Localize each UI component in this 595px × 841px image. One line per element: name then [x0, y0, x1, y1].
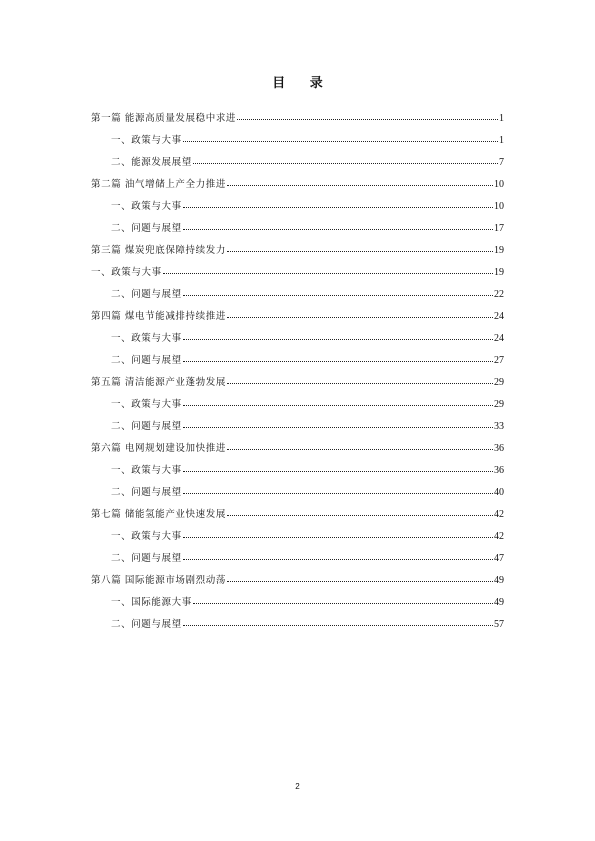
toc-entry-page: 10	[494, 179, 504, 190]
page-number: 2	[295, 782, 300, 791]
toc-dot-leader	[237, 119, 498, 120]
toc-chapter-entry[interactable]	[91, 240, 504, 262]
toc-entry-page: 33	[494, 421, 504, 432]
toc-chapter-entry[interactable]	[91, 174, 504, 196]
toc-section-entry[interactable]	[91, 218, 504, 240]
toc-section-entry[interactable]	[91, 284, 504, 306]
toc-dot-leader	[227, 515, 493, 516]
toc-entry-label: 一、政策与大事	[111, 201, 182, 212]
toc-chapter-entry[interactable]	[91, 570, 504, 592]
toc-section-entry[interactable]	[91, 482, 504, 504]
toc-dot-leader	[193, 603, 493, 604]
toc-entry-page: 19	[494, 267, 504, 278]
toc-entry-label: 一、政策与大事	[111, 465, 182, 476]
toc-entry-label: 一、政策与大事	[111, 333, 182, 344]
toc-section-entry[interactable]	[91, 548, 504, 570]
toc-entry-label: 二、问题与展望	[111, 223, 182, 234]
toc-dot-leader	[183, 427, 493, 428]
toc-entry-page: 47	[494, 553, 504, 564]
toc-entry-label: 第五篇 清洁能源产业蓬勃发展	[91, 377, 226, 388]
toc-entry-label: 一、国际能源大事	[111, 597, 192, 608]
toc-entry-page: 57	[494, 619, 504, 630]
toc-dot-leader	[183, 537, 493, 538]
toc-chapter-entry[interactable]	[91, 372, 504, 394]
toc-entry-label: 一、政策与大事	[111, 531, 182, 542]
toc-section-entry[interactable]	[91, 196, 504, 218]
toc-section-entry[interactable]	[91, 350, 504, 372]
toc-entry-label: 二、能源发展展望	[111, 157, 192, 168]
toc-section-entry[interactable]	[91, 328, 504, 350]
toc-entry-page: 49	[494, 575, 504, 586]
toc-entry-label: 二、问题与展望	[111, 421, 182, 432]
toc-dot-leader	[183, 471, 493, 472]
toc-dot-leader	[227, 317, 493, 318]
toc-section-entry[interactable]	[91, 394, 504, 416]
toc-entry-page: 36	[494, 465, 504, 476]
toc-dot-leader	[227, 581, 493, 582]
toc-dot-leader	[227, 251, 493, 252]
toc-chapter-entry[interactable]	[91, 262, 504, 284]
toc-chapter-entry[interactable]	[91, 504, 504, 526]
toc-section-entry[interactable]	[91, 460, 504, 482]
toc-section-entry[interactable]	[91, 526, 504, 548]
toc-dot-leader	[183, 141, 498, 142]
toc-dot-leader	[183, 405, 493, 406]
toc-entry-page: 29	[494, 399, 504, 410]
toc-entry-page: 19	[494, 245, 504, 256]
toc-section-entry[interactable]	[91, 416, 504, 438]
toc-entry-label: 第四篇 煤电节能减排持续推进	[91, 311, 226, 322]
toc-chapter-entry[interactable]	[91, 108, 504, 130]
toc-entry-label: 二、问题与展望	[111, 553, 182, 564]
toc-entry-label: 第一篇 能源高质量发展稳中求进	[91, 113, 237, 124]
toc-dot-leader	[163, 273, 493, 274]
toc-section-entry[interactable]	[91, 592, 504, 614]
toc-dot-leader	[183, 493, 493, 494]
toc-dot-leader	[227, 449, 493, 450]
toc-entry-page: 36	[494, 443, 504, 454]
toc-entry-label: 一、政策与大事	[111, 135, 182, 146]
toc-entry-page: 10	[494, 201, 504, 212]
toc-entry-page: 17	[494, 223, 504, 234]
toc-entry-label: 一、政策与大事	[91, 267, 162, 278]
toc-dot-leader	[183, 229, 493, 230]
toc-entry-page: 1	[499, 113, 504, 124]
toc-entry-page: 49	[494, 597, 504, 608]
toc-dot-leader	[193, 163, 498, 164]
toc-title: 目 录	[272, 76, 333, 91]
toc-entry-page: 42	[494, 509, 504, 520]
toc-entry-label: 第二篇 油气增储上产全力推进	[91, 179, 226, 190]
toc-entry-label: 第三篇 煤炭兜底保障持续发力	[91, 245, 226, 256]
toc-entry-page: 27	[494, 355, 504, 366]
toc-entry-label: 第六篇 电网规划建设加快推进	[91, 443, 226, 454]
toc-entry-label: 二、问题与展望	[111, 619, 182, 630]
toc-section-entry[interactable]	[91, 152, 504, 174]
toc-entry-page: 24	[494, 333, 504, 344]
toc-dot-leader	[183, 339, 493, 340]
toc-entry-label: 二、问题与展望	[111, 487, 182, 498]
toc-entry-label: 一、政策与大事	[111, 399, 182, 410]
toc-entry-label: 第八篇 国际能源市场剧烈动荡	[91, 575, 226, 586]
toc-entry-page: 24	[494, 311, 504, 322]
toc-dot-leader	[183, 559, 493, 560]
toc-entry-page: 42	[494, 531, 504, 542]
toc-entry-page: 29	[494, 377, 504, 388]
toc-entry-page: 40	[494, 487, 504, 498]
toc-list	[91, 108, 504, 636]
toc-entry-label: 二、问题与展望	[111, 289, 182, 300]
toc-section-entry[interactable]	[91, 130, 504, 152]
toc-entry-page: 22	[494, 289, 504, 300]
toc-chapter-entry[interactable]	[91, 306, 504, 328]
toc-dot-leader	[183, 295, 493, 296]
toc-section-entry[interactable]	[91, 614, 504, 636]
toc-entry-label: 第七篇 储能氢能产业快速发展	[91, 509, 226, 520]
toc-entry-page: 1	[499, 135, 504, 146]
toc-dot-leader	[227, 383, 493, 384]
toc-entry-label: 二、问题与展望	[111, 355, 182, 366]
toc-dot-leader	[183, 207, 493, 208]
toc-dot-leader	[183, 361, 493, 362]
toc-entry-page: 7	[499, 157, 504, 168]
toc-dot-leader	[227, 185, 493, 186]
toc-dot-leader	[183, 625, 493, 626]
toc-chapter-entry[interactable]	[91, 438, 504, 460]
